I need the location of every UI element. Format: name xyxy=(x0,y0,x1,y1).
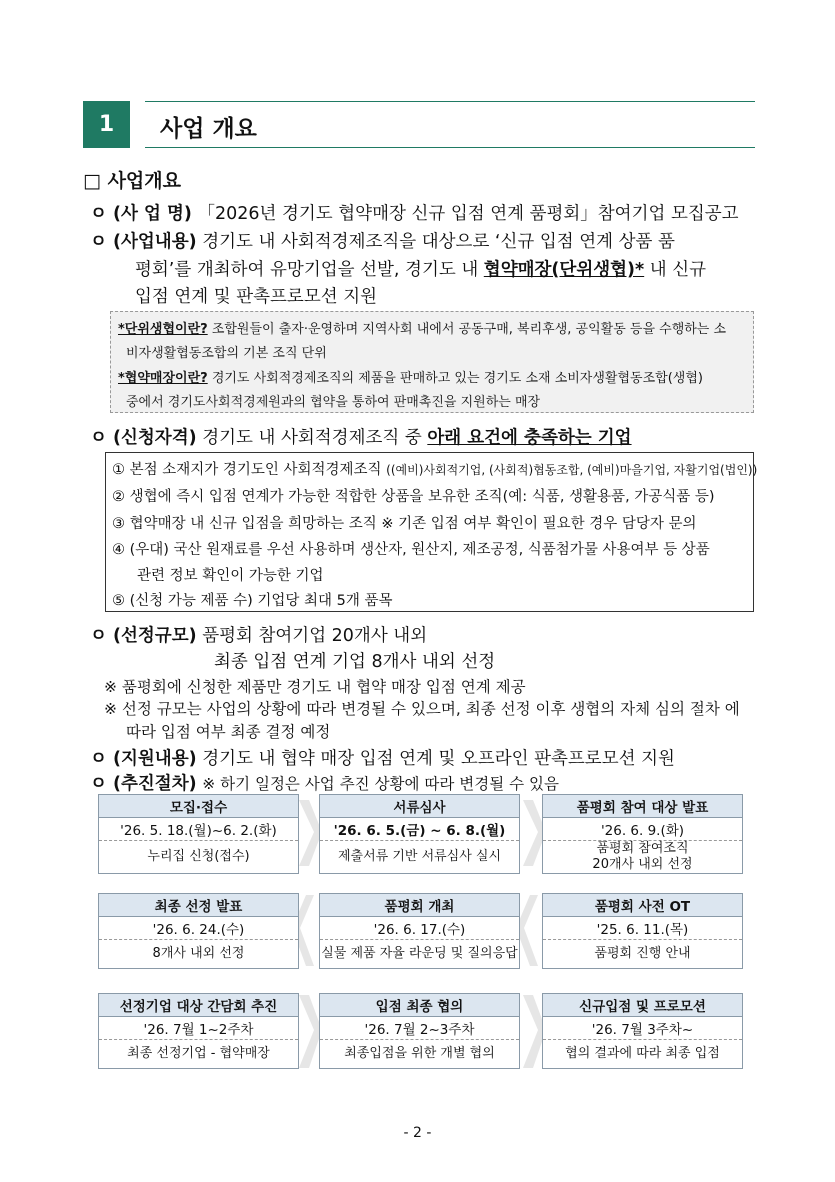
note-1-term: *단위생협이란? xyxy=(118,322,208,337)
eligibility-label: ㅇ (신청자격) xyxy=(90,428,197,448)
support-text: 경기도 내 협약 매장 입점 연계 및 오프라인 판촉프로모션 지원 xyxy=(202,749,675,769)
step-date: '26. 7월 2~3주차 xyxy=(320,1017,519,1040)
subheading: □ 사업개요 xyxy=(83,170,181,192)
note-2-term: *협약매장이란? xyxy=(118,371,208,386)
step-card xyxy=(98,993,299,1069)
step-date: '26. 6. 17.(수) xyxy=(320,917,519,940)
step-title: 품평회 사전 OT xyxy=(543,894,742,917)
step-desc: 8개사 내외 선정 xyxy=(152,946,245,961)
step-desc: 실물 제품 자율 라운딩 및 질의응답 xyxy=(321,946,518,961)
item-content-label: ㅇ (사업내용) xyxy=(90,232,197,252)
page-number: - 2 - xyxy=(403,1125,432,1141)
content-line2-c: 내 신규 xyxy=(644,260,707,280)
step-date: '26. 5. 18.(월)~6. 2.(화) xyxy=(99,818,298,841)
step-card xyxy=(319,794,520,874)
scale-line2: 최종 입점 연계 기업 8개사 내외 선정 xyxy=(214,652,496,672)
requirement-4-line2: 관련 정보 확인이 가능한 기업 xyxy=(137,568,324,584)
step-card xyxy=(542,794,743,874)
item-name-text: 「2026년 경기도 협약매장 신규 입점 연계 품평회」참여기업 모집공고 xyxy=(197,204,739,224)
step-title: 품평회 참여 대상 발표 xyxy=(543,795,742,818)
section-title: 사업 개요 xyxy=(160,116,257,142)
step-title: 서류심사 xyxy=(320,795,519,818)
step-desc: 품평회 참여조직 20개사 내외 선정 xyxy=(592,841,693,872)
step-desc: 최종입점을 위한 개별 협의 xyxy=(344,1046,495,1061)
step-title: 입점 최종 협의 xyxy=(320,994,519,1017)
step-date: '26. 7월 1~2주차 xyxy=(99,1017,298,1040)
step-title: 최종 선정 발표 xyxy=(99,894,298,917)
step-date: '25. 6. 11.(목) xyxy=(543,917,742,940)
step-title: 품평회 개최 xyxy=(320,894,519,917)
requirement-2: ② 생협에 즉시 입점 연계가 가능한 적합한 상품을 보유한 조직(예: 식품, 생활용품, 가공식품 등) xyxy=(112,489,715,505)
step-card xyxy=(542,993,743,1069)
procedure-label: ㅇ (추진절차) xyxy=(90,774,197,794)
note-2-text: 경기도 사회적경제조직의 제품을 판매하고 있는 경기도 소재 소비자생활협동조합(생협) xyxy=(207,371,703,386)
requirement-4: ④ (우대) 국산 원재료를 우선 사용하며 생산자, 원산지, 제조공정, 식품첨가물 사용여부 등 상품 xyxy=(112,542,710,558)
step-card xyxy=(98,794,299,874)
step-desc: 최종 선정기업 - 협약매장 xyxy=(127,1046,270,1061)
step-card xyxy=(319,893,520,969)
section-number: 1 xyxy=(83,101,130,148)
support-label: ㅇ (지원내용) xyxy=(90,749,197,769)
scale-line1: 품평회 참여기업 20개사 내외 xyxy=(202,626,428,646)
note-1-text: 조합원들이 출자·운영하며 지역사회 내에서 공동구매, 복리후생, 공익활동 등을 수행하는 소 xyxy=(207,322,727,337)
step-date: '26. 7월 3주차~ xyxy=(543,1017,742,1040)
requirement-3: ③ 협약매장 내 신규 입점을 희망하는 조직 ※ 기존 입점 여부 확인이 필요한 경우 담당자 문의 xyxy=(112,516,697,532)
item-content-line3: 입점 연계 및 판촉프로모션 지원 xyxy=(135,287,378,307)
scale-note-2: ※ 선정 규모는 사업의 상황에 따라 변경될 수 있으며, 최종 선정 이후 생협의 자체 심의 절차 에 xyxy=(104,700,740,718)
scale-label: ㅇ (선정규모) xyxy=(90,626,197,646)
requirement-1-types: ((예비)사회적기업, (사회적)협동조합, (예비)마을기업, 자활기업(법인)) xyxy=(386,463,758,477)
scale-note-2-line2: 따라 입점 여부 최종 결정 예정 xyxy=(126,723,331,741)
eligibility-text: 경기도 내 사회적경제조직 중 xyxy=(202,428,428,448)
item-content-line1: 경기도 내 사회적경제조직을 대상으로 ‘신규 입점 연계 상품 품 xyxy=(202,232,675,252)
step-card xyxy=(319,993,520,1069)
scale-note-1: ※ 품평회에 신청한 제품만 경기도 내 협약 매장 입점 연계 제공 xyxy=(104,678,526,696)
content-line2-a: 평회’를 개최하여 유망기업을 선발, 경기도 내 xyxy=(135,260,484,280)
step-date: '26. 6. 24.(수) xyxy=(99,917,298,940)
step-title: 선정기업 대상 간담회 추진 xyxy=(99,994,298,1017)
note-2-line2: 중에서 경기도사회적경제원과의 협약을 통하여 판매촉진을 지원하는 매장 xyxy=(126,395,541,410)
step-title: 모집·접수 xyxy=(99,795,298,818)
step-desc: 제출서류 기반 서류심사 실시 xyxy=(337,849,502,864)
step-title: 신규입점 및 프로모션 xyxy=(543,994,742,1017)
step-card xyxy=(542,893,743,969)
requirement-5: ⑤ (신청 가능 제품 수) 기업당 최대 5개 품목 xyxy=(112,593,393,609)
item-name-label: ㅇ (사 업 명) xyxy=(90,204,192,224)
procedure-note: ※ 하기 일정은 사업 추진 상황에 따라 변경될 수 있음 xyxy=(202,775,559,793)
eligibility-emphasis: 아래 요건에 충족하는 기업 xyxy=(427,428,632,448)
note-1-line2: 비자생활협동조합의 기본 조직 단위 xyxy=(126,346,327,361)
step-desc: 품평회 진행 안내 xyxy=(594,946,691,961)
step-date: '26. 6. 9.(화) xyxy=(543,818,742,841)
content-line2-term: 협약매장(단위생협)* xyxy=(483,260,645,280)
requirement-1-main: ① 본점 소재지가 경기도인 사회적경제조직 xyxy=(112,462,387,478)
step-desc: 협의 결과에 따라 최종 입점 xyxy=(565,1046,720,1061)
step-card xyxy=(98,893,299,969)
step-date: '26. 6. 5.(금) ~ 6. 8.(월) xyxy=(320,818,519,841)
step-desc: 누리집 신청(접수) xyxy=(147,849,250,864)
